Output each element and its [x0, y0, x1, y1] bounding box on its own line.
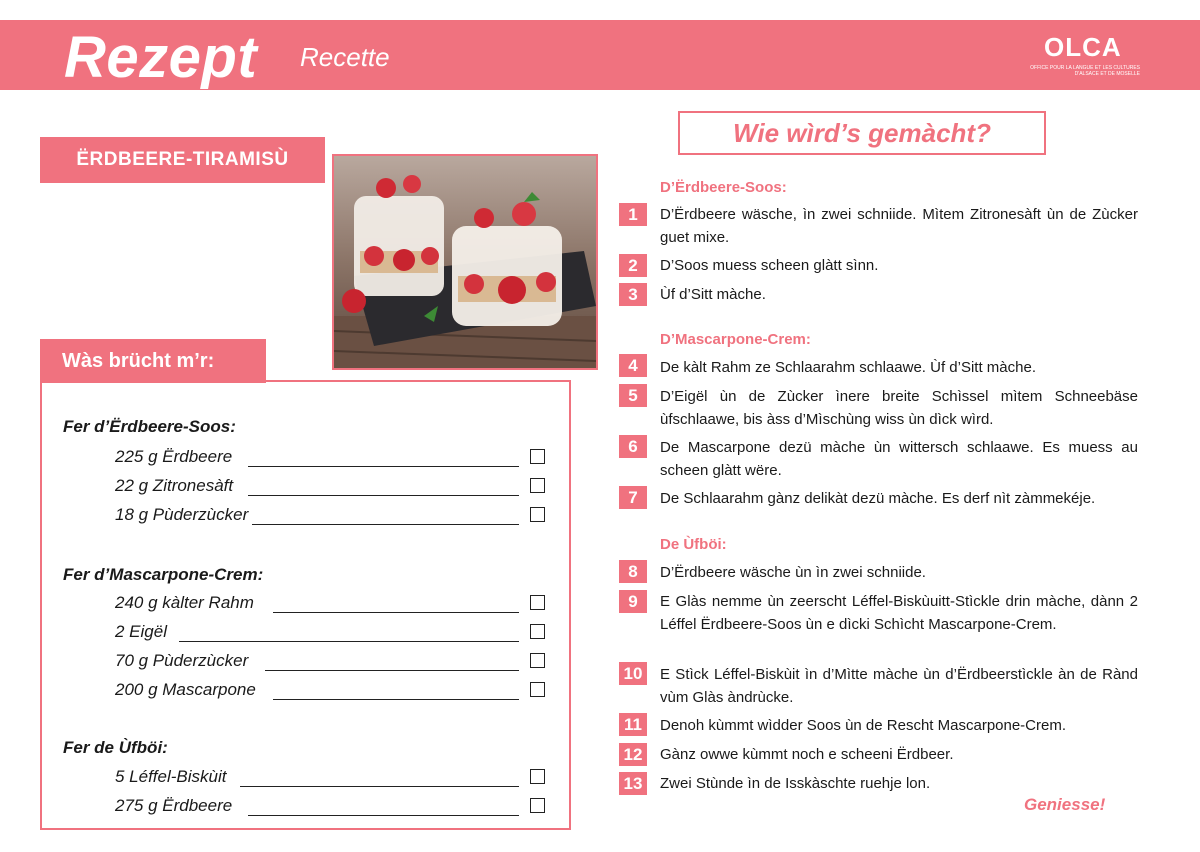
ingredient-label: 22 g Zitronesàft [115, 476, 237, 496]
step-number: 3 [619, 283, 647, 306]
step-number: 1 [619, 203, 647, 226]
step-text: E Glàs nemme ùn zeerscht Léffel-Biskùuitt-Stìckle drin màche, dànn 2 Léffel Ërdbeere-Soos ùn e dìcki Schìcht Mascarpone-Crem. [660, 593, 1138, 633]
step-text: De Schlaarahm gànz delikàt dezü màche. Es derf nìt zàmmekéje. [660, 490, 1096, 507]
ingredient-item [115, 680, 545, 704]
step-text: De Mascarpone dezü màche ùn wittersch schlaawe. Es muess au scheen glàtt wëre. [660, 439, 1138, 479]
step-number: 9 [619, 590, 647, 613]
page-subtitle: Recette [300, 42, 390, 72]
ingredient-item [115, 476, 545, 500]
ingredient-item [115, 447, 545, 471]
step-text: Ùf d’Sitt màche. [660, 286, 766, 303]
ingredient-checkbox[interactable] [530, 507, 545, 522]
step-text: D’Eigël ùn de Zùcker ìnere breite Schìssel mìtem Schneebäse ùfschlaawe, bis àss d’Mìschùng wiss ùn dìck wìrd. [660, 388, 1138, 428]
ingredient-label: 240 g kàlter Rahm [115, 593, 258, 613]
step-text: D’Ërdbeere wäsche ùn ìn zwei schniide. [660, 564, 926, 581]
method-section-title: D’Mascarpone-Crem: [660, 331, 811, 348]
step-text: E Stìck Léffel-Biskùit ìn d’Mìtte màche ùn d’Ërdbeerstìckle àn de Rànd vùm Glàs àndrùcke. [660, 666, 1138, 706]
ingredient-checkbox[interactable] [530, 682, 545, 697]
tiramisu-photo [332, 154, 598, 370]
ingredient-item [115, 767, 545, 791]
ingredient-item [115, 796, 545, 820]
step-text: Gànz owwe kùmmt noch e scheeni Ërdbeer. [660, 746, 954, 763]
blank-line [179, 641, 519, 642]
step-number: 13 [619, 772, 647, 795]
blank-line [248, 815, 519, 816]
step-text: D’Ërdbeere wäsche, ìn zwei schniide. Mìtem Zitronesàft ùn de Zùcker guet mixe. [660, 206, 1138, 246]
step-number: 7 [619, 486, 647, 509]
ingredient-checkbox[interactable] [530, 624, 545, 639]
ingredient-label: 5 Léffel-Biskùit [115, 767, 231, 787]
step-number: 5 [619, 384, 647, 407]
step-text: Denoh kùmmt wìdder Soos ùn de Rescht Mascarpone-Crem. [660, 717, 1067, 734]
ingredient-label: 225 g Ërdbeere [115, 447, 236, 467]
blank-line [273, 699, 519, 700]
ingredient-label: 18 g Pùderzùcker [115, 505, 252, 525]
step-text: Zwei Stùnde ìn de Isskàschte ruehje lon. [660, 775, 931, 792]
blank-line [248, 524, 519, 525]
page-title: Rezept [64, 25, 258, 90]
step-number: 2 [619, 254, 647, 277]
ingredient-label: 275 g Ërdbeere [115, 796, 236, 816]
header-banner [0, 20, 1200, 90]
olca-logo [1020, 32, 1150, 82]
step-text: D’Soos muess scheen glàtt sìnn. [660, 257, 879, 274]
ingredient-checkbox[interactable] [530, 478, 545, 493]
ingredient-group-title: Fer d’Ërdbeere-Soos: [63, 417, 236, 436]
blank-line [240, 786, 519, 787]
method-section-title: D’Ërdbeere-Soos: [660, 179, 787, 196]
ingredient-item [115, 622, 545, 646]
ingredient-item [115, 593, 545, 617]
method-section-title: De Ùfböi: [660, 536, 727, 553]
step-number: 12 [619, 743, 647, 766]
ingredient-checkbox[interactable] [530, 653, 545, 668]
logo-text: OLCA [1044, 32, 1122, 62]
ingredient-group-title: Fer d’Mascarpone-Crem: [63, 565, 264, 584]
blank-line [248, 466, 519, 467]
ingredient-checkbox[interactable] [530, 449, 545, 464]
step-text: De kàlt Rahm ze Schlaarahm schlaawe. Ùf d’Sitt màche. [660, 359, 1036, 376]
step-number: 4 [619, 354, 647, 377]
ingredient-label: 200 g Mascarpone [115, 680, 260, 700]
ingredient-item [115, 651, 545, 675]
blank-line [265, 670, 519, 671]
tiramisu-illustration [334, 156, 596, 368]
blank-line [273, 612, 519, 613]
method-title: Wie wìrd’s gemàcht? [678, 111, 1046, 155]
blank-line [248, 495, 519, 496]
ingredient-checkbox[interactable] [530, 595, 545, 610]
ingredient-item [115, 505, 545, 529]
ingredient-group-title: Fer de Ùfböi: [63, 738, 168, 757]
ingredient-checkbox[interactable] [530, 798, 545, 813]
step-number: 11 [619, 713, 647, 736]
logo-subtitle: OFFICE POUR LA LANGUE ET LES CULTURES D'ALSACE ET DE MOSELLE [1030, 65, 1140, 77]
ingredient-checkbox[interactable] [530, 769, 545, 784]
recipe-name-label: ËRDBEERE-TIRAMISÙ [40, 137, 325, 183]
ingredient-label: 2 Eigël [115, 622, 171, 642]
ingredient-label: 70 g Pùderzùcker [115, 651, 252, 671]
step-number: 8 [619, 560, 647, 583]
step-number: 10 [619, 662, 647, 685]
ingredients-title: Wàs brücht m’r: [40, 339, 266, 383]
closing-text: Geniesse! [1024, 795, 1106, 814]
step-number: 6 [619, 435, 647, 458]
